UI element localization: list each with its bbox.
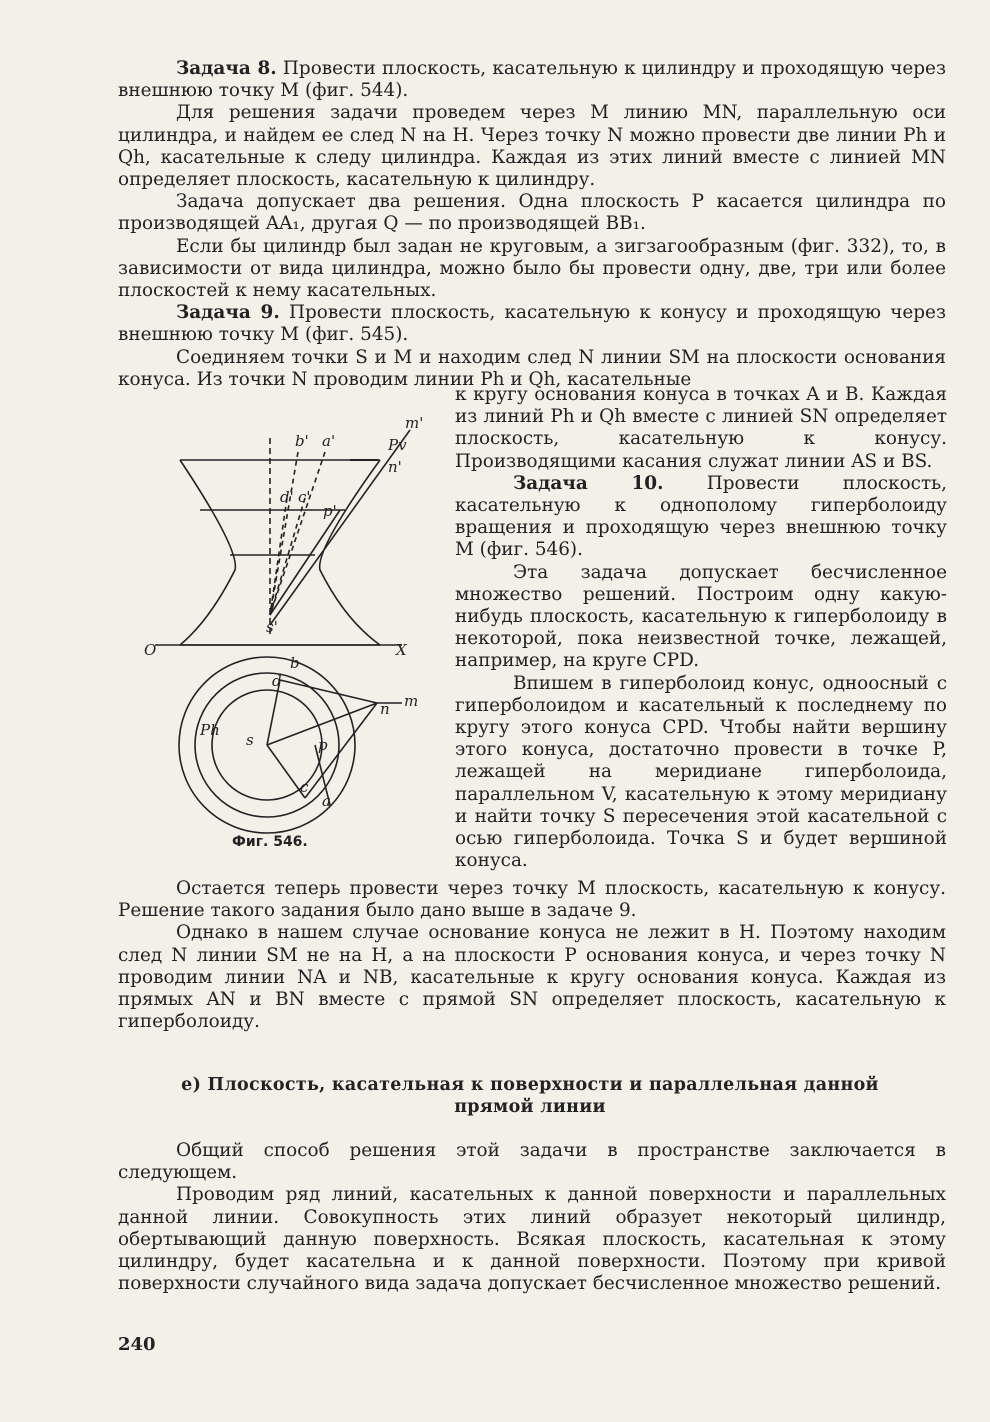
label-x: X <box>396 641 407 659</box>
section-paragraph-2: Проводим ряд линий, касательных к данной поверхности и параллельных данной линии. Совокупность этих линий образует некоторый цилиндр, обертывающий данную поверхность. Всякая плоскость, касательная к этому цилиндру, будет касательна и к данной поверхности. Поэтому при кривой поверхности случайного вида задача допускает бесчисленное множество решений. <box>118 1184 946 1295</box>
task10-paragraph <box>455 473 947 562</box>
text-block-right <box>455 384 947 872</box>
label-p: p <box>318 736 328 754</box>
label-b: b <box>290 654 300 672</box>
solution-paragraph-3: Если бы цилиндр был задан не круговым, а зигзагообразным (фиг. 332), то, в зависимости от вида цилиндра, можно было бы провести одну, две, три или более плоскостей к нему касательных. <box>118 235 946 302</box>
text-block-bottom <box>118 1140 946 1295</box>
task10-solution-a: Эта задача допускает бесчисленное множество решений. Построим одну какую-нибудь плоскость, касательную к гиперболоиду в некоторой, пока неизвестной точке, лежащей, например, на круге CPD. <box>455 561 947 672</box>
label-m: m <box>404 692 419 710</box>
solution-paragraph-2: Задача допускает два решения. Одна плоскость P касается цилиндра по производящей AA₁, другая Q — по производящей BB₁. <box>118 191 946 235</box>
task9-lead: Задача 9. <box>176 302 280 324</box>
label-ph: Ph <box>200 721 220 739</box>
solution-paragraph-1: Для решения задачи проведем через M линию MN, параллельную оси цилиндра, и найдем ее след N на H. Через точку N можно провести две линии Ph и Qh, касательные к следу цилиндра. Каждая из этих линий вместе с линией MN определяет плоскость, касательную к цилиндру. <box>118 102 946 191</box>
label-c: c <box>300 778 309 796</box>
task9-text: Провести плоскость, касательную к конусу и проходящую через внешнюю точку M (фиг. 545). <box>118 302 946 346</box>
label-n: n <box>380 700 390 718</box>
task8-paragraph <box>118 58 946 102</box>
figure-labels <box>144 414 423 810</box>
figure-caption: Фиг. 546. <box>232 834 308 850</box>
page-number: 240 <box>118 1334 156 1355</box>
task10-lead: Задача 10. <box>513 472 664 494</box>
task8-lead: Задача 8. <box>176 58 277 79</box>
label-b-prime: b' <box>295 432 309 450</box>
label-d: d <box>272 672 282 690</box>
label-a-prime: a' <box>322 432 336 450</box>
task9-solution-a: Соединяем точки S и M и находим след N линии SM на плоскости основания конуса. Из точки N проводим линии Ph и Qh, касательные <box>118 346 946 390</box>
label-a: a <box>322 792 331 810</box>
label-s: s <box>246 731 254 749</box>
text-block-top <box>118 58 946 391</box>
task9-solution-b: к кругу основания конуса в точках A и B. Каждая из линий Ph и Qh вместе с линией SN определяет плоскость, касательную к конусу. Производящими касания служат линии AS и BS. <box>455 384 947 472</box>
task10-solution-b: Впишем в гиперболоид конус, одноосный с гиперболоидом и касательный к последнему по кругу этого конуса CPD. Чтобы найти вершину этого конуса, достаточно провести в точке P, лежащей на меридиане гиперболоида, параллельном V, касательную к этому меридиану и найти точку S пересечения этой касательной с осью гиперболоида. Точка S и будет вершиной конуса. <box>455 672 947 872</box>
rest-paragraph-2: Однако в нашем случае основание конуса не лежит в H. Поэтому находим след N линии SM не на H, а на плоскости P основания конуса, и через точку N проводим линии NA и NB, касательные к кругу основания конуса. Каждая из прямых AN и BN вместе с прямой SN определяет плоскость, касательную к гиперболоиду. <box>118 922 946 1033</box>
label-p-prime: p' <box>323 502 337 520</box>
label-n-prime: n' <box>388 458 402 476</box>
task10-text: Провести плоскость, касательную к однополому гиперболоиду вращения и проходящую через внешнюю точку M (фиг. 546). <box>455 472 947 561</box>
text-block-middle <box>118 878 946 1033</box>
label-m-prime: m' <box>405 414 424 432</box>
label-o: O <box>144 641 157 659</box>
label-pv: Pv <box>388 436 407 454</box>
section-heading: е) Плоскость, касательная к поверхности и параллельная данной прямой линии <box>181 1075 879 1117</box>
figure-546 <box>140 410 440 870</box>
task8-text: Провести плоскость, касательную к цилиндру и проходящую через внешнюю точку M (фиг. 544). <box>118 58 946 102</box>
task9-paragraph <box>118 302 946 346</box>
label-c-prime: c' <box>298 488 311 506</box>
rest-paragraph-1: Остается теперь провести через точку M плоскость, касательную к конусу. Решение такого задания было дано выше в задаче 9. <box>118 878 946 922</box>
label-d-prime: d' <box>280 488 294 506</box>
section-paragraph-1: Общий способ решения этой задачи в пространстве заключается в следующем. <box>118 1140 946 1184</box>
label-s-prime: s' <box>266 618 278 636</box>
hyperboloid-diagram <box>140 410 440 870</box>
